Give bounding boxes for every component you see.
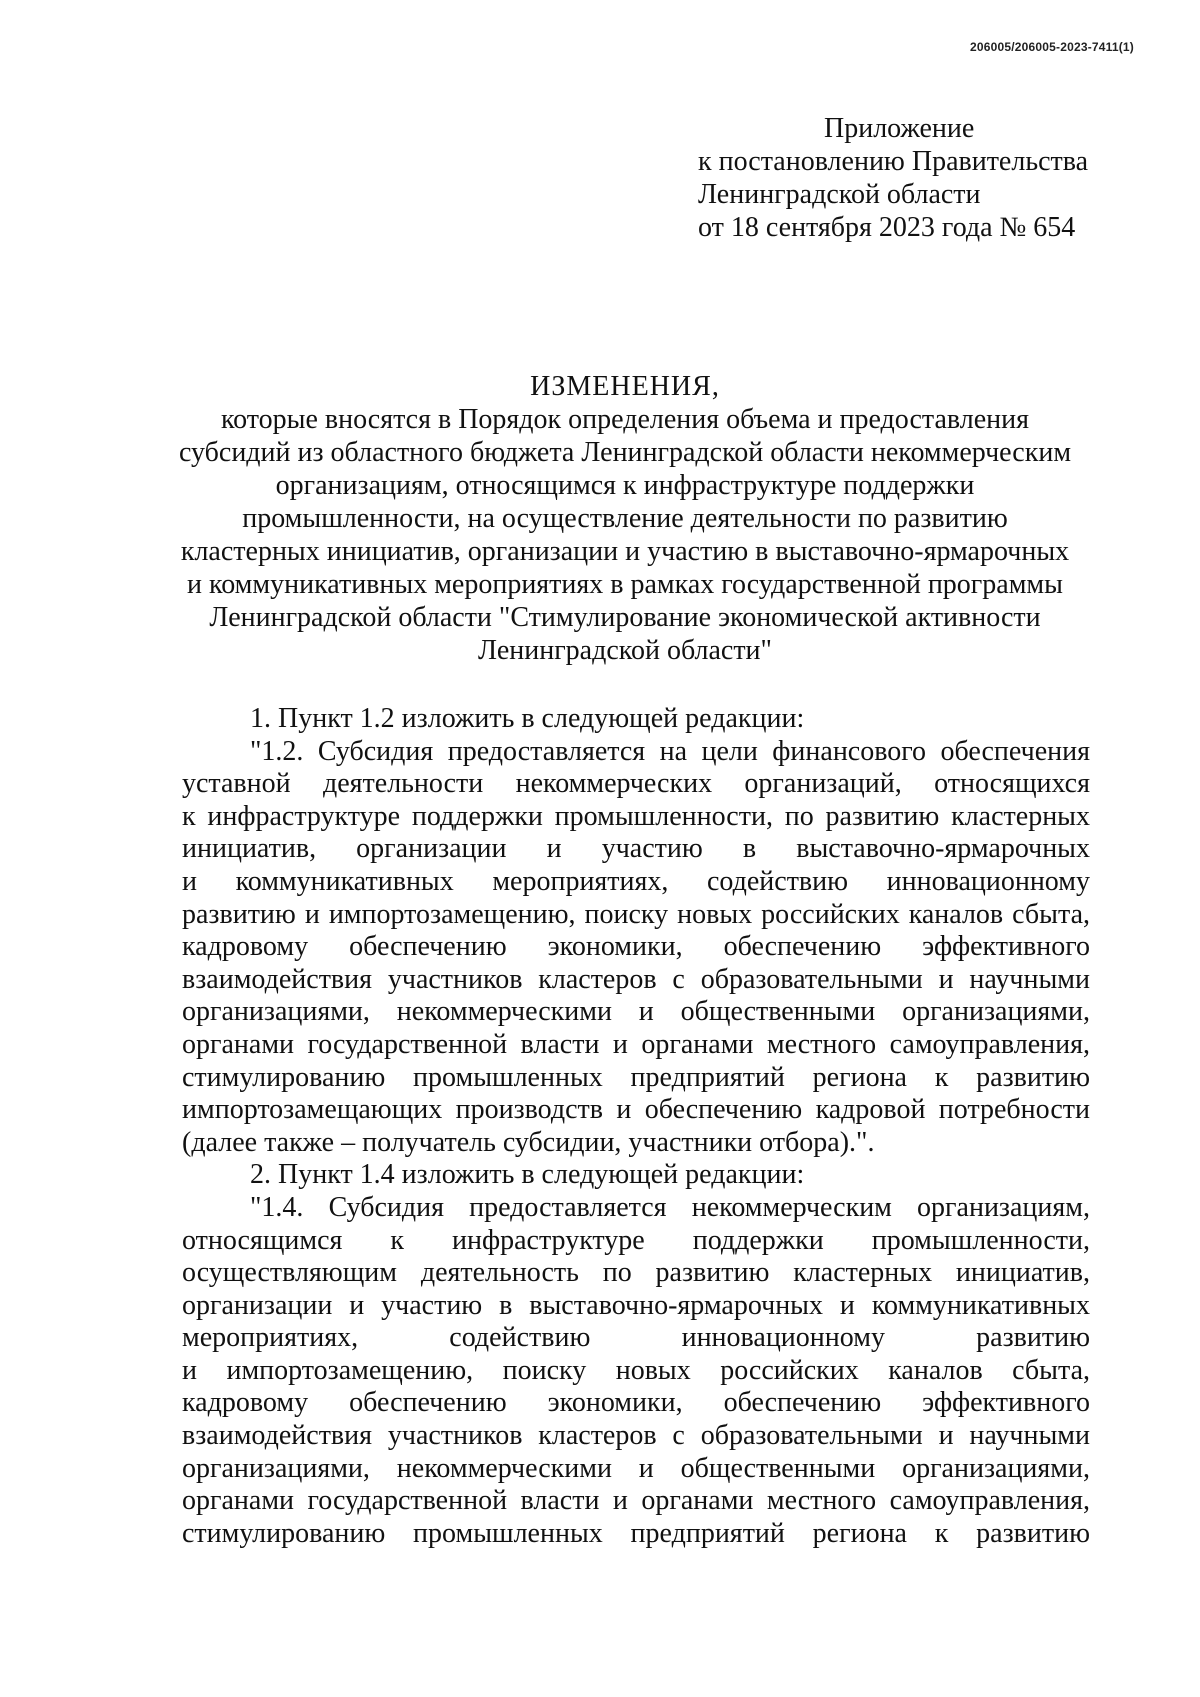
quoted-paragraph-1-4: "1.4. Субсидия предоставляется некоммерческим организациям,	[250, 1191, 1090, 1223]
body-line: инициатив, организации и участию в выставочно-ярмарочных	[182, 833, 1090, 865]
title-line: кластерных инициатив, организации и участию в выставочно-ярмарочных	[180, 536, 1070, 567]
appendix-date-line: от 18 сентября 2023 года № 654	[698, 212, 1076, 243]
body-line: стимулированию промышленных предприятий региона к развитию	[182, 1061, 1090, 1093]
body-line: мероприятиях, содействию инновационному развитию	[182, 1322, 1090, 1354]
quoted-paragraph-1-2: "1.2. Субсидия предоставляется на цели финансового обеспечения	[250, 735, 1090, 767]
appendix-block	[698, 112, 1088, 244]
body-line: уставной деятельности некоммерческих организаций, относящихся	[182, 768, 1090, 800]
body-line: и коммуникативных мероприятиях, содействию инновационному	[182, 865, 1090, 897]
title-line: промышленности, на осуществление деятельности по развитию	[242, 503, 1008, 534]
body-line: к инфраструктуре поддержки промышленности, по развитию кластерных	[182, 800, 1090, 832]
body-line: относящимся к инфраструктуре поддержки промышленности,	[182, 1224, 1090, 1256]
appendix-line: к постановлению Правительства	[698, 146, 1089, 177]
title-line: субсидий из областного бюджета Ленинградской области некоммерческим	[178, 437, 1072, 468]
body-line: осуществляющим деятельность по развитию кластерных инициатив,	[182, 1257, 1090, 1289]
title-line: и коммуникативных мероприятиях в рамках государственной программы	[187, 569, 1063, 600]
body-line: организациями, некоммерческими и общественными организациями,	[182, 996, 1090, 1028]
title-line: Ленинградской области"	[478, 635, 772, 666]
body-line: стимулированию промышленных предприятий региона к развитию	[182, 1517, 1090, 1549]
document-body	[182, 703, 1090, 1550]
document-title-block	[160, 370, 1090, 667]
body-line: организациями, некоммерческими и общественными организациями,	[182, 1452, 1090, 1484]
document-id: 206005/206005-2023-7411(1)	[969, 40, 1134, 54]
appendix-line: Ленинградской области	[698, 179, 981, 210]
paragraph-item-1: 1. Пункт 1.2 изложить в следующей редакции:	[250, 703, 805, 734]
body-line: взаимодействия участников кластеров с образовательными и научными	[182, 1420, 1090, 1452]
body-line: и импортозамещению, поиску новых российских каналов сбыта,	[182, 1354, 1090, 1386]
paragraph-item-2: 2. Пункт 1.4 изложить в следующей редакции:	[250, 1159, 805, 1191]
title-line: Ленинградской области "Стимулирование экономической активности	[209, 602, 1041, 633]
body-line: органами государственной власти и органами местного самоуправления,	[182, 1485, 1090, 1517]
body-line: (далее также – получатель субсидии, участники отбора).".	[182, 1126, 875, 1158]
body-line: кадровому обеспечению экономики, обеспечению эффективного	[182, 1387, 1090, 1419]
body-line: органами государственной власти и органами местного самоуправления,	[182, 1028, 1090, 1060]
title-line: которые вносятся в Порядок определения объема и предоставления	[220, 404, 1030, 435]
body-line: кадровому обеспечению экономики, обеспечению эффективного	[182, 931, 1090, 963]
body-line: организации и участию в выставочно-ярмарочных и коммуникативных	[182, 1289, 1090, 1321]
body-line: импортозамещающих производств и обеспечению кадровой потребности	[182, 1094, 1090, 1126]
title-line: организациям, относящимся к инфраструктуре поддержки	[275, 470, 975, 501]
document-heading: ИЗМЕНЕНИЯ,	[530, 371, 720, 402]
appendix-label: Приложение	[824, 113, 975, 144]
body-line: взаимодействия участников кластеров с образовательными и научными	[182, 963, 1090, 995]
body-line: развитию и импортозамещению, поиску новых российских каналов сбыта,	[182, 898, 1090, 930]
